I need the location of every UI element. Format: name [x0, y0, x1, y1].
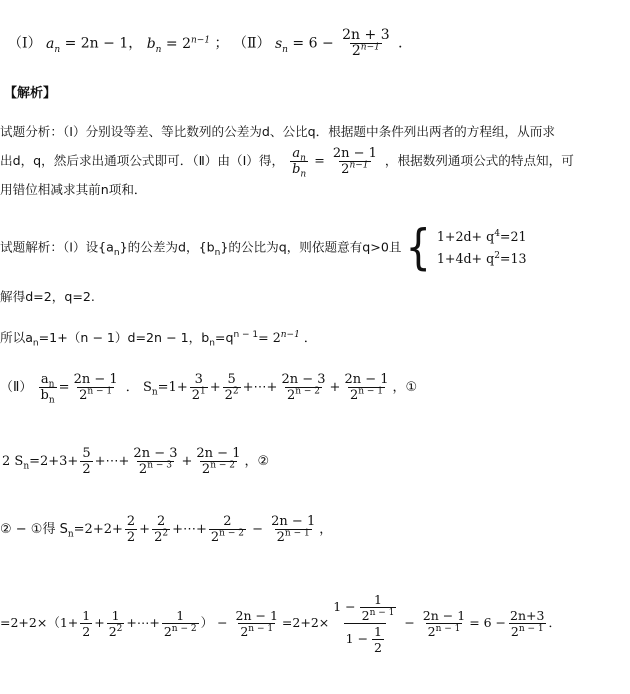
final-line: =2+2×（1+ $\frac{1}{2}$ + $\frac{1}{2^2}$ +⋯+ $\frac{1}{2^{n - 2}}$ ） − $\frac{2n - 1}{2^{n - 1}}$ =2+2× 1 − $\frac{1}{2^{n - 1}}$ 1 − $\frac{1}{2}$ − $\frac{2n - 1}{2^{n - 1}}$ = 6 − $\frac{2n+3}{2^{n - 1}}$ ． — [0, 592, 561, 655]
bn-formula: = $2^{n-1}$ — [165, 34, 211, 52]
section-heading: 【解析】 — [4, 86, 57, 101]
equals: = — [314, 153, 325, 168]
ratio-fraction: $\frac{a_n}{b_n}$ — [292, 146, 307, 180]
equation-2: $1+4d+ q^2=13$ — [436, 250, 527, 266]
analysis-text: 出d，q，然后求出通项公式即可．（Ⅱ）由（Ⅰ）得， — [0, 153, 285, 168]
so-line: 所以$a_n=1+(n - 1)d=2n - 1$，$b_n=q^{n - 1}= 2^{n-1}$ ． — [0, 329, 317, 349]
term-4: $\frac{2n - 1}{2^{n - 1}}$ — [271, 514, 316, 545]
term-3: $\frac{2}{2^{n - 2}}$ — [210, 514, 244, 545]
term-3: $\frac{2n - 3}{2^{n - 2}}$ — [281, 372, 326, 403]
result-fraction: $\frac{2n+3}{2^{n - 1}}$ — [510, 608, 545, 639]
part2-sum-line: （Ⅱ） $\frac{a_n}{b_n}$ = $\frac{2n - 1}{2^{n - 1}}$ ． $S_n=1+$ $\frac{3}{2^1}$ + $\frac{5}{2^2}$ +⋯+ $\frac{2n - 3}{2^{n - 2}}$ + $\frac{2n - 1}{2^{n - 1}}$ ，① — [0, 372, 418, 406]
analysis-line-3: 用错位相减求其前n项和． — [0, 182, 147, 197]
term-2: $\frac{2n - 3}{2^{n - 3}}$ — [133, 446, 178, 477]
semicolon: ； — [214, 35, 229, 52]
analysis-line-1: 试题分析：（Ⅰ）分别设等差、等比数列的公差为d、公比q．根据题中条件列出两者的方程组，从而求 — [0, 124, 555, 139]
term-1: $\frac{2}{2}$ — [126, 514, 136, 545]
sn-fraction: $\frac{2n + 3}{2^{n-1}}$ — [342, 27, 390, 59]
double-sum-line: 2 $S_n=2+3+$ $\frac{5}{2}$ +⋯+ $\frac{2n - 3}{2^{n - 3}}$ + $\frac{2n - 1}{2^{n - 2}}$ ，② — [2, 446, 270, 477]
comma: ， — [128, 35, 143, 52]
term-3: $\frac{2n - 1}{2^{n - 2}}$ — [196, 446, 241, 477]
term-1: $\frac{5}{2}$ — [82, 446, 91, 477]
term-4: $\frac{2n - 1}{2^{n - 1}}$ — [344, 372, 389, 403]
an-bn-fraction: $\frac{a_n}{b_n}$ — [40, 372, 55, 406]
an-term: $a_n$ — [45, 35, 61, 55]
sn-eq: = 6 − — [292, 35, 334, 52]
period: ． — [398, 35, 413, 52]
bn-term: $b_n$ — [146, 35, 162, 55]
rhs-fraction: $\frac{2n - 1}{2^{n-1}}$ — [332, 146, 377, 177]
brace-icon: { — [405, 220, 431, 276]
an-formula: = 2n − 1 — [64, 35, 129, 52]
term-2: $\frac{1}{2^2}$ — [108, 608, 123, 639]
term-5: $\frac{2n - 1}{2^{n - 1}}$ — [422, 608, 466, 639]
term-2: $\frac{5}{2^2}$ — [224, 372, 239, 403]
equation-1: $1+2d+ q^4=21$ — [436, 228, 527, 244]
term-4: $\frac{2n - 1}{2^{n - 1}}$ — [235, 608, 278, 639]
answer-line — [8, 28, 412, 59]
solved-line: 解得d=2，q=2. — [0, 289, 95, 304]
equation-system — [437, 226, 527, 270]
general-term-fraction: $\frac{2n - 1}{2^{n - 1}}$ — [73, 372, 118, 403]
geometric-sum-fraction: 1 − $\frac{1}{2^{n - 1}}$ 1 − $\frac{1}{2}$ — [333, 592, 395, 655]
term-1: $\frac{1}{2}$ — [82, 608, 91, 639]
solution-setup: 试题解析：（Ⅰ）设$\{a_n\}$的公差为d，$\{b_n\}$的公比为q，则依题意有q>0且 { $1+2d+ q^4=21$ $1+4d+ q^2=13$ — [0, 220, 527, 276]
part2-label: （Ⅱ） — [233, 35, 271, 52]
sn-term: $s_n$ — [274, 35, 288, 55]
analysis-line-2 — [0, 146, 574, 180]
term-2: $\frac{2}{2^2}$ — [154, 514, 169, 545]
term-1: $\frac{3}{2^1}$ — [191, 372, 206, 403]
part1-label: （Ⅰ） — [8, 35, 42, 52]
term-3: $\frac{1}{2^{n - 2}}$ — [163, 608, 197, 639]
analysis-text-post: ，根据数列通项公式的特点知，可 — [384, 153, 574, 168]
subtraction-line: ② − ①得 $S_n=2+2+$ $\frac{2}{2}$ + $\frac{2}{2^2}$ +⋯+ $\frac{2}{2^{n - 2}}$ − $\frac{2n - 1}{2^{n - 1}}$ ， — [0, 514, 333, 545]
